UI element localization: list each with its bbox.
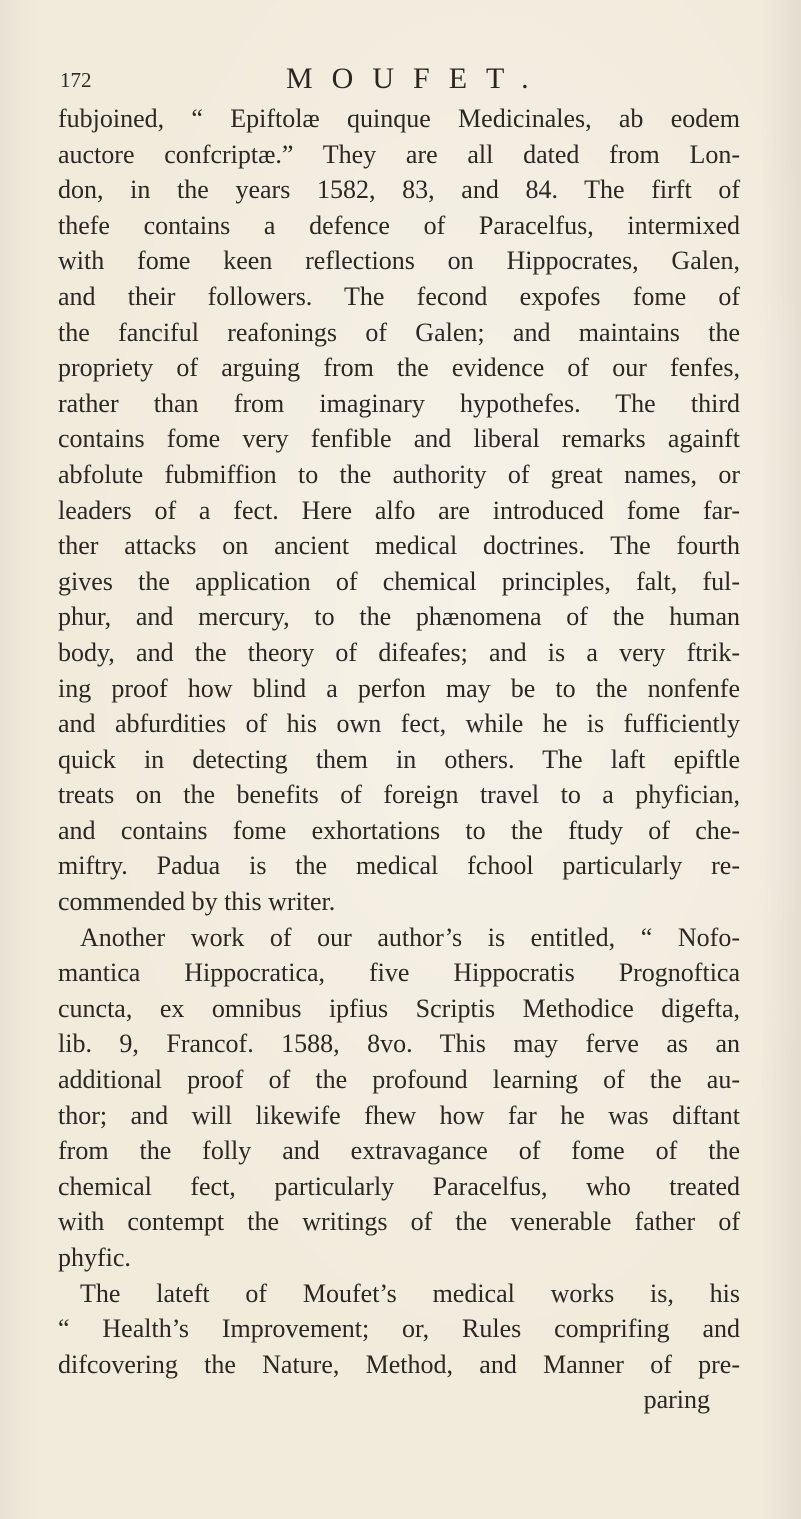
page-number: 172 [60, 68, 92, 92]
text-line: phur, and mercury, to the phænomena of the human [58, 602, 740, 632]
text-line: quick in detecting them in others. The laft epiftle [58, 744, 740, 774]
text-line: treats on the benefits of foreign travel to a phyfician, [58, 780, 740, 810]
text-line: the fanciful reafonings of Galen; and maintains the [58, 317, 740, 347]
text-line: gives the application of chemical principles, falt, ful- [58, 566, 740, 596]
text-line: Another work of our author’s is entitled, “ Nofo- [80, 922, 740, 952]
text-line: auctore confcriptæ.” They are all dated from Lon- [58, 139, 740, 169]
text-line: and abfurdities of his own fect, while he is fufficiently [58, 709, 740, 739]
text-line: contains fome very fenfible and liberal remarks againft [58, 424, 740, 454]
text-line: don, in the years 1582, 83, and 84. The firft of [58, 175, 740, 205]
text-line: ing proof how blind a perfon may be to the nonfenfe [58, 673, 740, 703]
text-line: chemical fect, particularly Paracelfus, who treated [58, 1171, 740, 1201]
text-line: additional proof of the profound learning of the au- [58, 1065, 740, 1095]
text-line: cuncta, ex omnibus ipfius Scriptis Methodice digefta, [58, 993, 740, 1023]
body-text [58, 101, 740, 1418]
text-line: lib. 9, Francof. 1588, 8vo. This may ferve as an [58, 1029, 740, 1059]
text-line: thor; and will likewife fhew how far he was diftant [58, 1100, 740, 1130]
text-line: body, and the theory of difeafes; and is a very ftrik- [58, 637, 740, 667]
text-line: mantica Hippocratica, five Hippocratis Prognoftica [58, 958, 740, 988]
text-line: “ Health’s Improvement; or, Rules comprifing and [58, 1314, 740, 1344]
text-line: rather than from imaginary hypothefes. The third [58, 388, 740, 418]
text-line: The lateft of Moufet’s medical works is, his [80, 1278, 740, 1308]
catchword: paring [643, 1385, 710, 1415]
text-line: propriety of arguing from the evidence of our fenfes, [58, 353, 740, 383]
text-line: ther attacks on ancient medical doctrines. The fourth [58, 531, 740, 561]
text-line: commended by this writer. [58, 887, 336, 917]
text-line: phyfic. [58, 1243, 131, 1272]
text-line: miftry. Padua is the medical fchool particularly re- [58, 851, 740, 881]
text-line: from the folly and extravagance of fome of the [58, 1136, 740, 1166]
text-line: difcovering the Nature, Method, and Manner of pre- [58, 1349, 740, 1379]
running-head: MOUFET. [286, 62, 548, 95]
text-line: with contempt the writings of the venerable father of [58, 1207, 740, 1237]
text-line: fubjoined, “ Epiftolæ quinque Medicinales, ab eodem [58, 104, 740, 133]
text-line: leaders of a fect. Here alfo are introduced fome far- [58, 495, 740, 525]
text-line: and contains fome exhortations to the ftudy of che- [58, 815, 740, 845]
text-line: with fome keen reflections on Hippocrates, Galen, [58, 246, 740, 276]
text-line: and their followers. The fecond expofes fome of [58, 281, 740, 311]
page-header [60, 62, 740, 102]
text-line: thefe contains a defence of Paracelfus, intermixed [58, 210, 740, 240]
text-line: abfolute fubmiffion to the authority of great names, or [58, 459, 740, 489]
